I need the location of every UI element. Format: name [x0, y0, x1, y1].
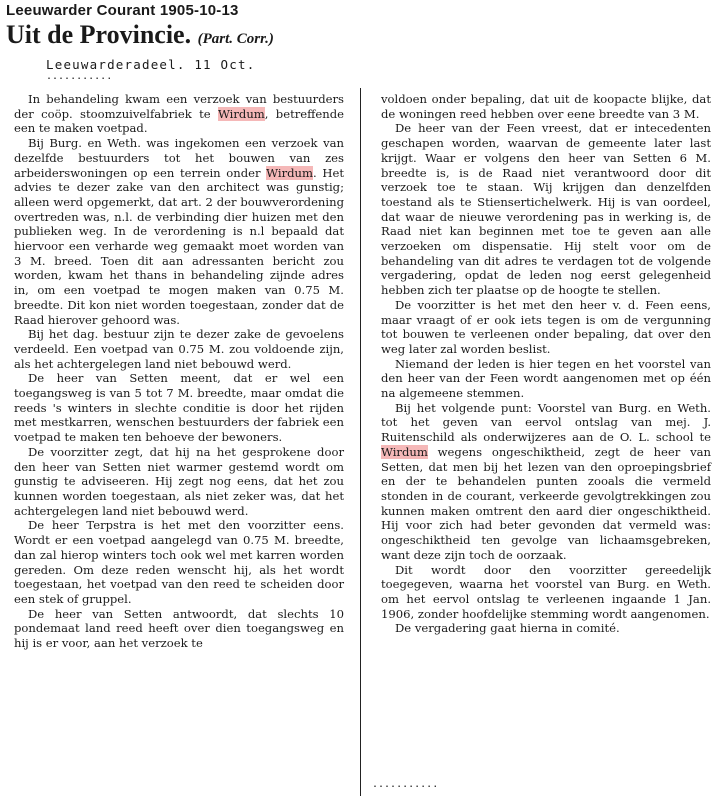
paragraph: De heer van der Feen vreest, dat er intecedenten geschapen worden, waarvan de gemeente later last krijgt. Waar er volgens den heer van Setten 6 M. breedte is, is de Raad niet verantwoord door dit verzoek toe te staan. Wij krijgen dan denzelfden toestand als te Stiensertichelwerk. Hij is van oordeel, dat waar de nieuwe verordening pas in werking is, de Raad niet kan beginnen met toe te geven aan alle verzoeken om dispensatie. Hij stelt voor om de behandeling van dit adres te verdagen tot de volgende vergadering, opdat de leden nog eerst gelegenheid hebben zich ter plaatse op de hoogte te stellen. — [381, 121, 711, 298]
column-divider — [360, 88, 361, 796]
paragraph: Bij Burg. en Weth. was ingekomen een verzoek van dezelfde bestuurders tot het bouwen van zes arbeiderswoningen op een terrein onder Wirdum. Het advies te dezer zake van den architect was gunstig; alleen werd opgemerkt, dat art. 2 der bouwverordening overtreden was, n.l. de verbinding dier huizen met den publieken weg. In de verordening is n.l bepaald dat hiervoor een verharde weg gemaakt moet worden van 3 M. breed. Toen dit aan adressanten bericht zou worden, kwam het thans in behandeling zijnde adres in, om een voetpad te mogen maken van 0.75 M. breedte. Dit kon niet worden toegestaan, zonder dat de Raad hierover gehoord was. — [14, 136, 344, 327]
paragraph: Bij het volgende punt: Voorstel van Burg. en Weth. tot het geven van eervol ontslag van mej. J. Ruitenschild als onderwijzeres aan de O. L. school te Wirdum wegens ongeschiktheid, zegt de heer van Setten, dat men bij het lezen van den oproepingsbrief en der te behandelen punten zooals die vermeld stonden in de courant, verkeerde gevolgtrekkingen zou kunnen maken omtrent den aard dier ongeschiktheid. Hij voor zich had beter gevonden dat vermeld was: ongeschiktheid ten gevolge van lichaamsgebreken, want deze zijn toch de oorzaak. — [381, 400, 711, 562]
paragraph: Bij het dag. bestuur zijn te dezer zake de gevoelens verdeeld. Een voetpad van 0.75 M. zou voldoende zijn, als het achtergelegen land niet bebouwd werd. — [14, 327, 344, 371]
newspaper-source: Leeuwarder Courant 1905-10-13 — [6, 2, 239, 19]
paragraph: In behandeling kwam een verzoek van bestuurders der coöp. stoomzuivelfabriek te Wirdum, betreffende een te maken voetpad. — [14, 92, 344, 136]
paragraph: Dit wordt door den voorzitter gereedelijk toegegeven, waarna het voorstel van Burg. en Weth. om het eervol ontslag te verleenen ingaande 1 Jan. 1906, zonder hoofdelijke stemming wordt aangenomen. — [381, 562, 711, 621]
end-dots: ........... — [372, 779, 439, 790]
paragraph: De voorzitter zegt, dat hij na het gesprokene door den heer van Setten niet warmer gestemd wordt om gunstig te adviseeren. Hij zegt nog eens, dat het zou kunnen worden toegestaan, als niet zeker was, dat het achtergelegen land niet bebouwd werd. — [14, 444, 344, 518]
highlighted-term: Wirdum — [381, 444, 428, 459]
section-title-sub: (Part. Corr.) — [197, 31, 274, 47]
dateline: Leeuwarderadeel. 11 Oct. — [46, 57, 256, 72]
section-title — [6, 19, 717, 55]
paragraph: voldoen onder bepaling, dat uit de koopacte blijke, dat de woningen reed hebben over eene breedte van 3 M. — [381, 92, 711, 121]
paragraph: Niemand der leden is hier tegen en het voorstel van den heer van der Feen wordt aangenomen met op één na algemeene stemmen. — [381, 356, 711, 401]
paragraph: De heer Terpstra is het met den voorzitter eens. Wordt er een voetpad aangelegd van 0.75 M. breedte, dan zal hierop winters toch ook wel met karren worden gereden. Om deze reden wenscht hij, als het wordt toegestaan, het voetpad van den reed te scheiden door een stek of gruppel. — [14, 518, 344, 606]
highlighted-term: Wirdum — [217, 106, 265, 121]
separator-dots: ........... — [46, 71, 113, 82]
highlighted-term: Wirdum — [266, 165, 314, 180]
paragraph: De heer van Setten antwoordt, dat slechts 10 pondemaat land reed heeft over dien toegangsweg en hij is er voor, aan het verzoek te — [14, 606, 344, 651]
paragraph: De heer van Setten meent, dat er wel een toegangsweg is van 5 tot 7 M. breedte, maar omdat die reeds 's winters in slechte conditie is door het rijden met mestkarren, wenschen bestuurders der fabriek een voetpad te maken ten behoeve der bewoners. — [14, 371, 344, 445]
article-header — [6, 2, 717, 82]
left-column — [14, 92, 344, 651]
paragraph: De voorzitter is het met den heer v. d. Feen eens, maar vraagt of er ook iets tegen is om de vergunning tot bouwen te verleenen onder bepaling, dat over den weg later zal worden beslist. — [381, 297, 711, 356]
section-title-main: Uit de Provincie. — [6, 20, 192, 49]
paragraph: De vergadering gaat hierna in comité. — [395, 621, 620, 636]
right-column — [381, 92, 711, 636]
